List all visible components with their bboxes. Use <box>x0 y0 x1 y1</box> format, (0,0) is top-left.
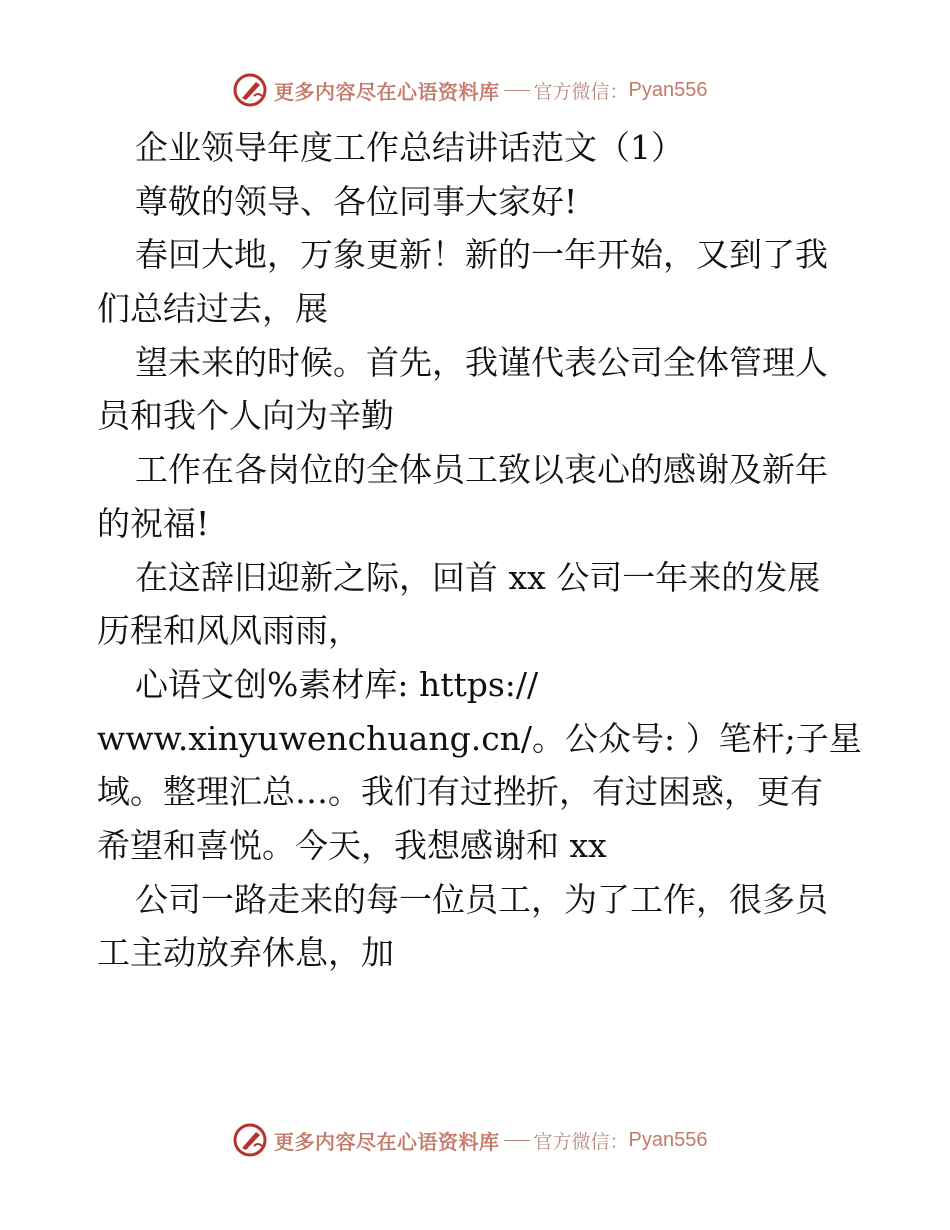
document-greeting: 尊敬的领导、各位同事大家好! <box>135 181 578 221</box>
seal-logo-icon <box>232 72 268 108</box>
text-line: 工主动放弃休息，加 <box>97 933 394 973</box>
text-line: 公司一路走来的每一位员工，为了工作，很多员 <box>135 879 828 919</box>
text-line: 心语文创%素材库: https:// <box>135 664 539 704</box>
header-wechat-label: 官方微信： <box>533 80 629 103</box>
text-line: 域。整理汇总…。我们有过挫折，有过困惑，更有 <box>97 772 823 812</box>
footer-banner <box>232 1120 707 1160</box>
text-line: 历程和风风雨雨， <box>97 611 361 651</box>
footer-site-text: 更多内容尽在心语资料库 <box>274 1129 500 1154</box>
header-site-text: 更多内容尽在心语资料库 <box>274 79 500 104</box>
header-dash <box>504 90 530 91</box>
text-line: 们总结过去，展 <box>97 289 328 329</box>
text-line: www.xinyuwenchuang.cn/。公众号: ）笔杆;子星 <box>97 718 862 758</box>
footer-wechat-label: 官方微信： <box>533 1130 629 1153</box>
document-title: 企业领导年度工作总结讲话范文（1） <box>135 128 684 167</box>
text-line: 希望和喜悦。今天，我想感谢和 xx <box>97 825 607 865</box>
text-line: 员和我个人向为辛勤 <box>97 396 394 436</box>
footer-dash <box>504 1140 530 1141</box>
header-wechat-id: Pyan556 <box>628 78 708 101</box>
text-line: 春回大地，万象更新！新的一年开始，又到了我 <box>135 235 828 275</box>
footer-wechat-id: Pyan556 <box>628 1128 708 1151</box>
text-line: 的祝福! <box>97 503 210 543</box>
document-body <box>97 121 862 980</box>
text-line: 在这辞旧迎新之际，回首 xx 公司一年来的发展 <box>135 557 821 597</box>
text-line: 望未来的时候。首先，我谨代表公司全体管理人 <box>135 342 828 382</box>
header-banner <box>232 70 707 110</box>
text-line: 工作在各岗位的全体员工致以衷心的感谢及新年 <box>135 450 828 490</box>
seal-logo-icon <box>232 1122 268 1158</box>
